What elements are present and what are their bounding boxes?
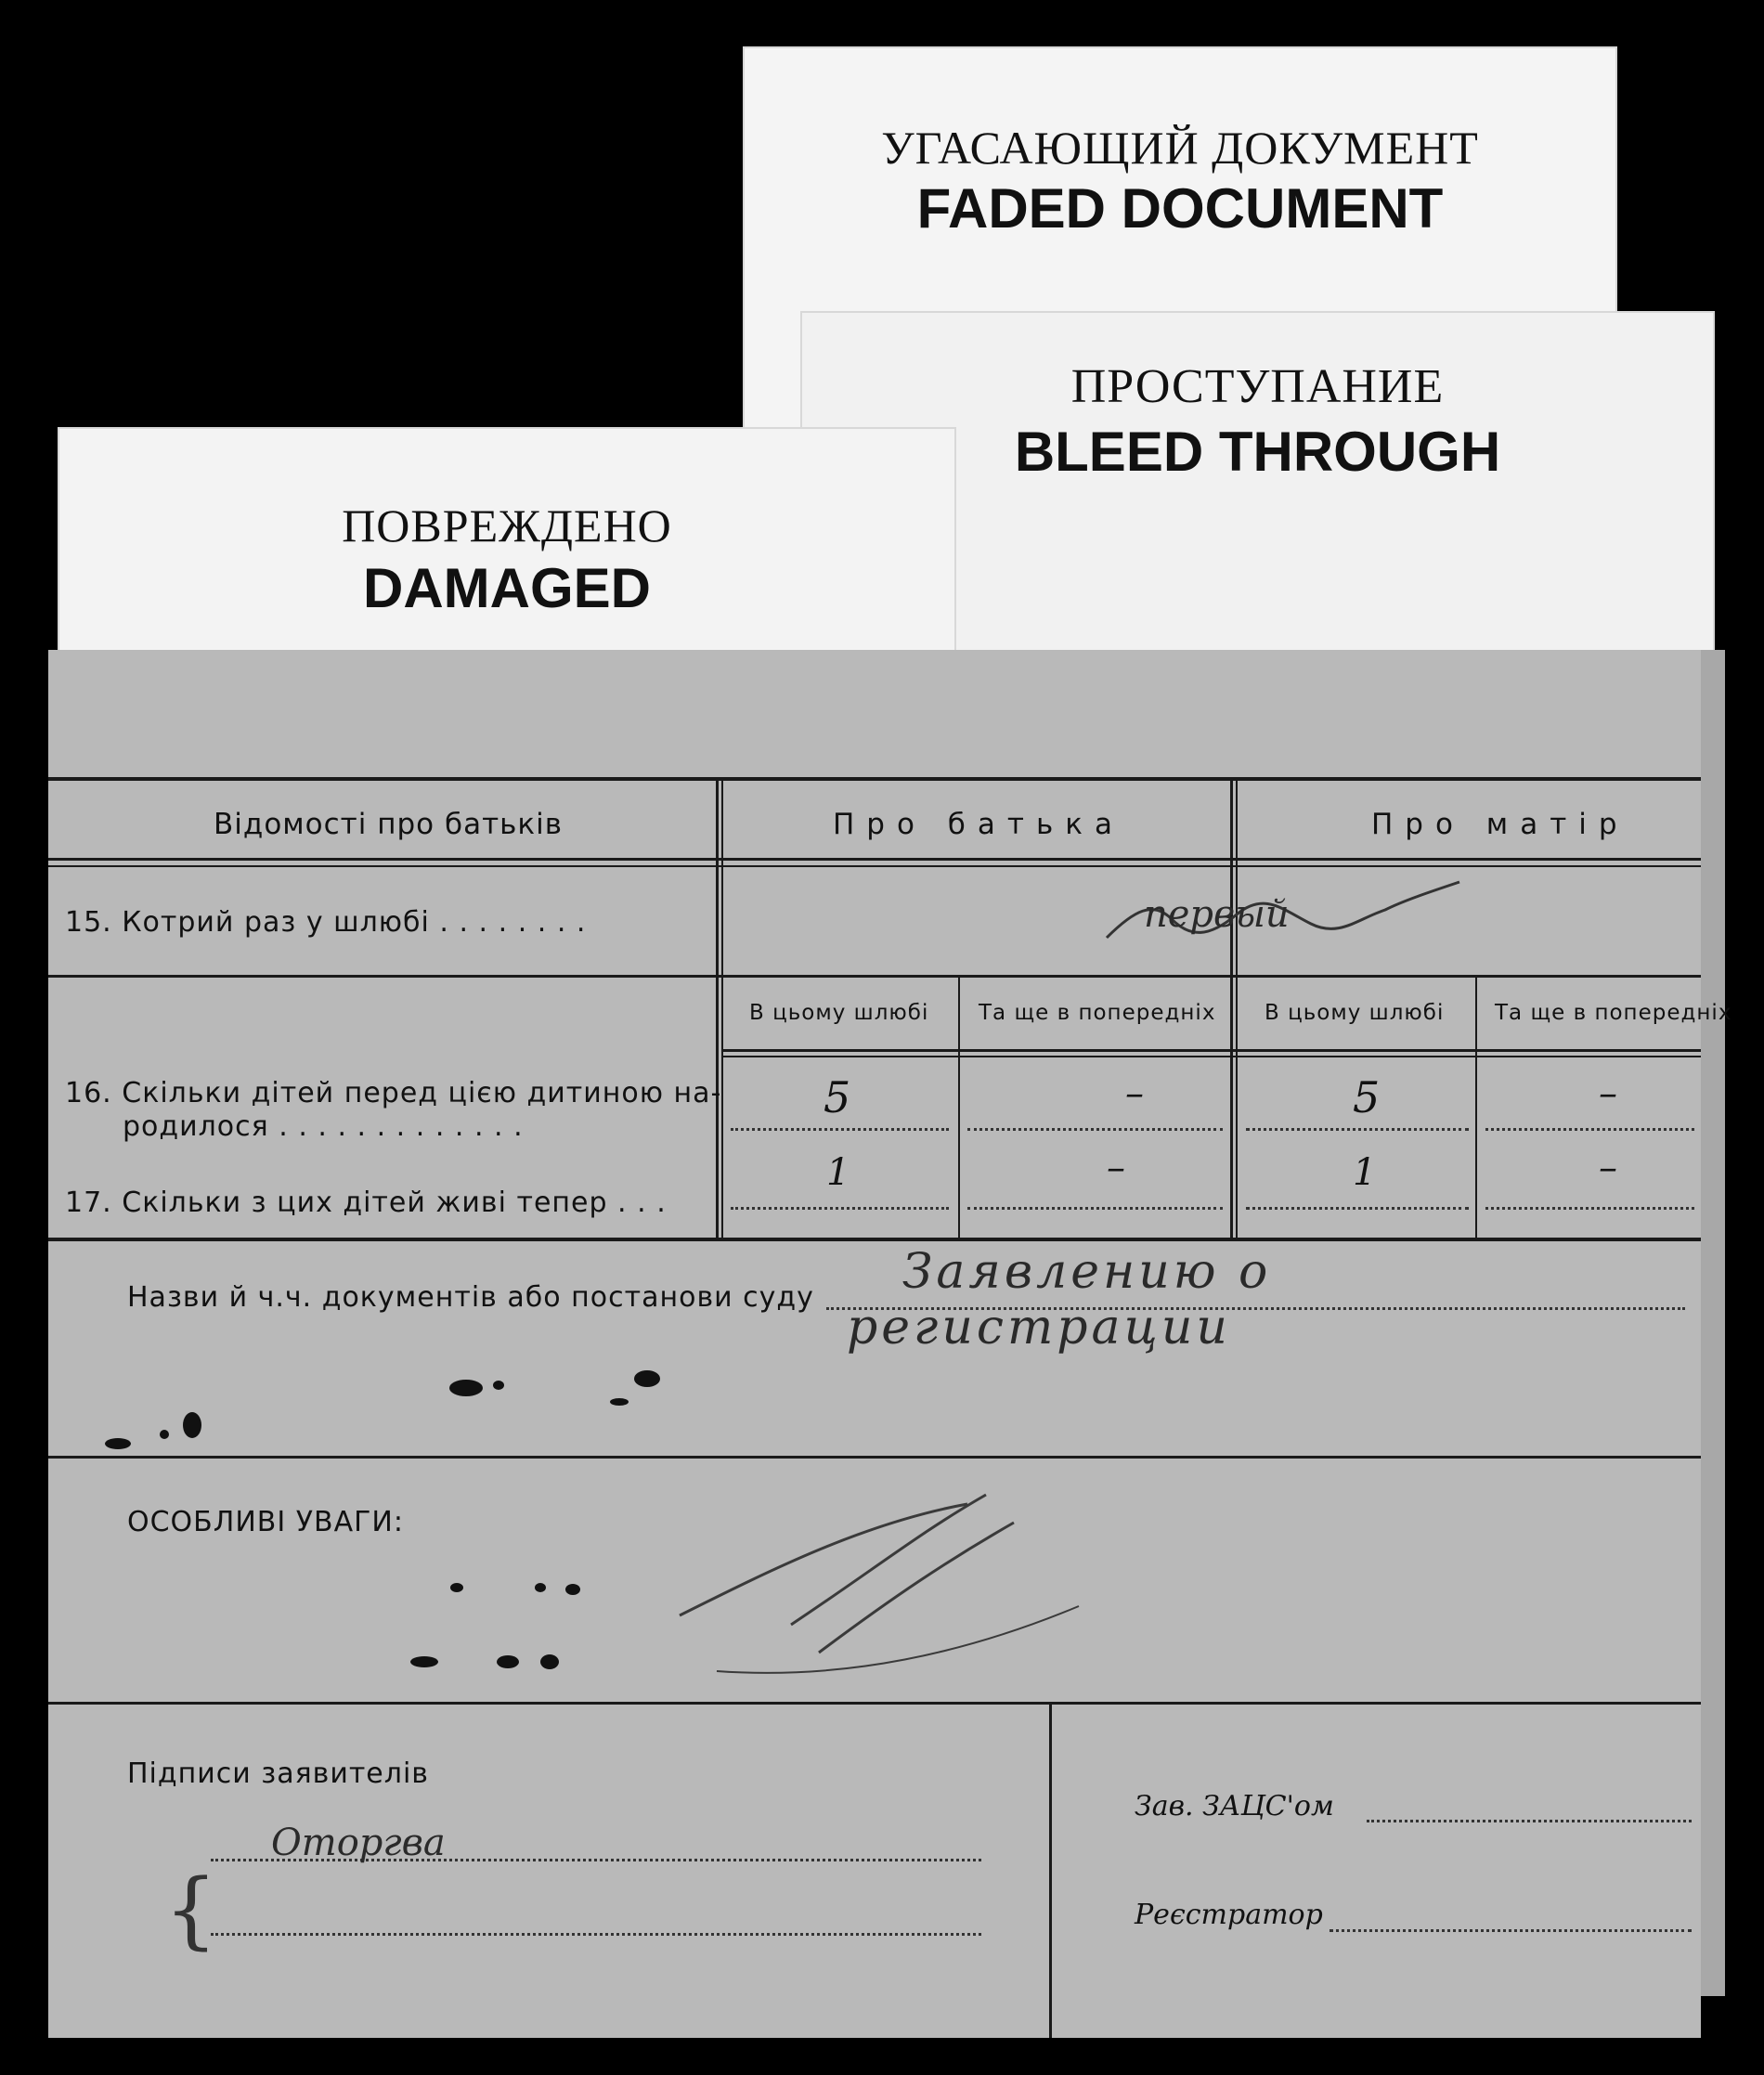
documents-label: Назви й ч.ч. документів або постанови суду	[127, 1281, 814, 1314]
row16-label-line2: родилося . . . . . . . . . . . . .	[123, 1110, 524, 1143]
rule-col1-right-2	[721, 780, 723, 1239]
rule-row15-bottom	[48, 975, 1701, 978]
documents-answer-line1: Заявлению о	[902, 1244, 1272, 1300]
bleed-label-en: BLEED THROUGH	[1014, 421, 1501, 483]
rule-notes-bottom	[48, 1702, 1701, 1705]
faded-label-en: FADED DOCUMENT	[916, 177, 1444, 240]
row16-mother-this-value: 5	[1353, 1072, 1381, 1122]
header-about-mother: Про матір	[1371, 808, 1629, 841]
rule-header-top	[48, 777, 1701, 781]
row17-father-this-line	[731, 1207, 949, 1210]
subheader-father-previous: Та ще в попередніх	[979, 1001, 1216, 1025]
row16-father-prev-line	[967, 1128, 1223, 1131]
row16-father-prev-value: –	[1125, 1072, 1144, 1115]
row17-mother-this-line	[1246, 1207, 1469, 1210]
row17-mother-this-value: 1	[1353, 1151, 1377, 1194]
row16-mother-prev-value: –	[1599, 1072, 1617, 1115]
rule-header-bottom	[48, 858, 1701, 861]
row17-father-prev-line	[967, 1207, 1223, 1210]
row16-father-this-value: 5	[824, 1072, 851, 1122]
registration-form	[48, 650, 1732, 2038]
special-notes-label: ОСОБЛИВІ УВАГИ:	[127, 1506, 404, 1538]
damaged-label-ru: ПОВРЕЖДЕНО	[342, 499, 672, 551]
row15-label: 15. Котрий раз у шлюбі . . . . . . . .	[65, 906, 587, 939]
subheader-mother-this-marriage: В цьому шлюбі	[1265, 1001, 1445, 1025]
row16-mother-prev-line	[1485, 1128, 1694, 1131]
row17-father-prev-value: –	[1107, 1147, 1125, 1189]
row16-father-this-line	[731, 1128, 949, 1131]
row17-mother-prev-line	[1485, 1207, 1694, 1210]
header-about-father: Про батька	[833, 808, 1124, 841]
header-parents-info: Відомості про батьків	[214, 808, 564, 841]
row16-label-line1: 16. Скільки дітей перед цією дитиною на-	[65, 1077, 722, 1109]
ink-blots	[76, 1337, 726, 1448]
head-of-registry-label: Зав. ЗАЦС'ом	[1135, 1790, 1334, 1822]
signatures-label: Підписи заявителів	[127, 1757, 429, 1790]
special-notes-strike	[661, 1467, 1107, 1680]
rule-documents-bottom	[48, 1456, 1701, 1459]
special-notes-blots	[401, 1569, 680, 1690]
rule-subheader-bottom-2	[721, 1056, 1701, 1057]
signatures-brace: {	[164, 1861, 218, 1959]
subheader-father-this-marriage: В цьому шлюбі	[749, 1001, 929, 1025]
subheader-mother-previous: Та ще в попередніх	[1495, 1001, 1732, 1025]
signature-1: Оторгва	[271, 1822, 446, 1864]
signature-line-2	[211, 1933, 981, 1936]
bleed-label-ru: ПРОСТУПАНИЕ	[1070, 360, 1445, 413]
registrar-line	[1329, 1929, 1692, 1932]
head-of-registry-line	[1367, 1820, 1692, 1822]
documents-answer-line2: регистрации	[847, 1300, 1231, 1355]
rule-header-bottom-2	[48, 865, 1701, 867]
registrar-label: Реєстратор	[1135, 1899, 1323, 1931]
row17-label: 17. Скільки з цих дітей живі тепер . . .	[65, 1187, 667, 1219]
row17-father-this-value: 1	[826, 1151, 850, 1194]
row16-mother-this-line	[1246, 1128, 1469, 1131]
rule-mother-split	[1475, 977, 1477, 1239]
rule-row17-bottom	[48, 1238, 1701, 1241]
rule-signatures-split	[1049, 1705, 1052, 2038]
rule-col1-right	[716, 780, 719, 1239]
damaged-label-en: DAMAGED	[363, 557, 651, 619]
row17-mother-prev-value: –	[1599, 1147, 1617, 1189]
rule-subheader-bottom	[721, 1049, 1701, 1052]
rule-col2-right-2	[1236, 780, 1238, 1239]
rule-col2-right	[1230, 780, 1233, 1239]
row15-answer: первый	[1144, 893, 1290, 936]
rule-father-split	[958, 977, 960, 1239]
faded-label-ru: УГАСАЮЩИЙ ДОКУМЕНТ	[881, 122, 1479, 174]
